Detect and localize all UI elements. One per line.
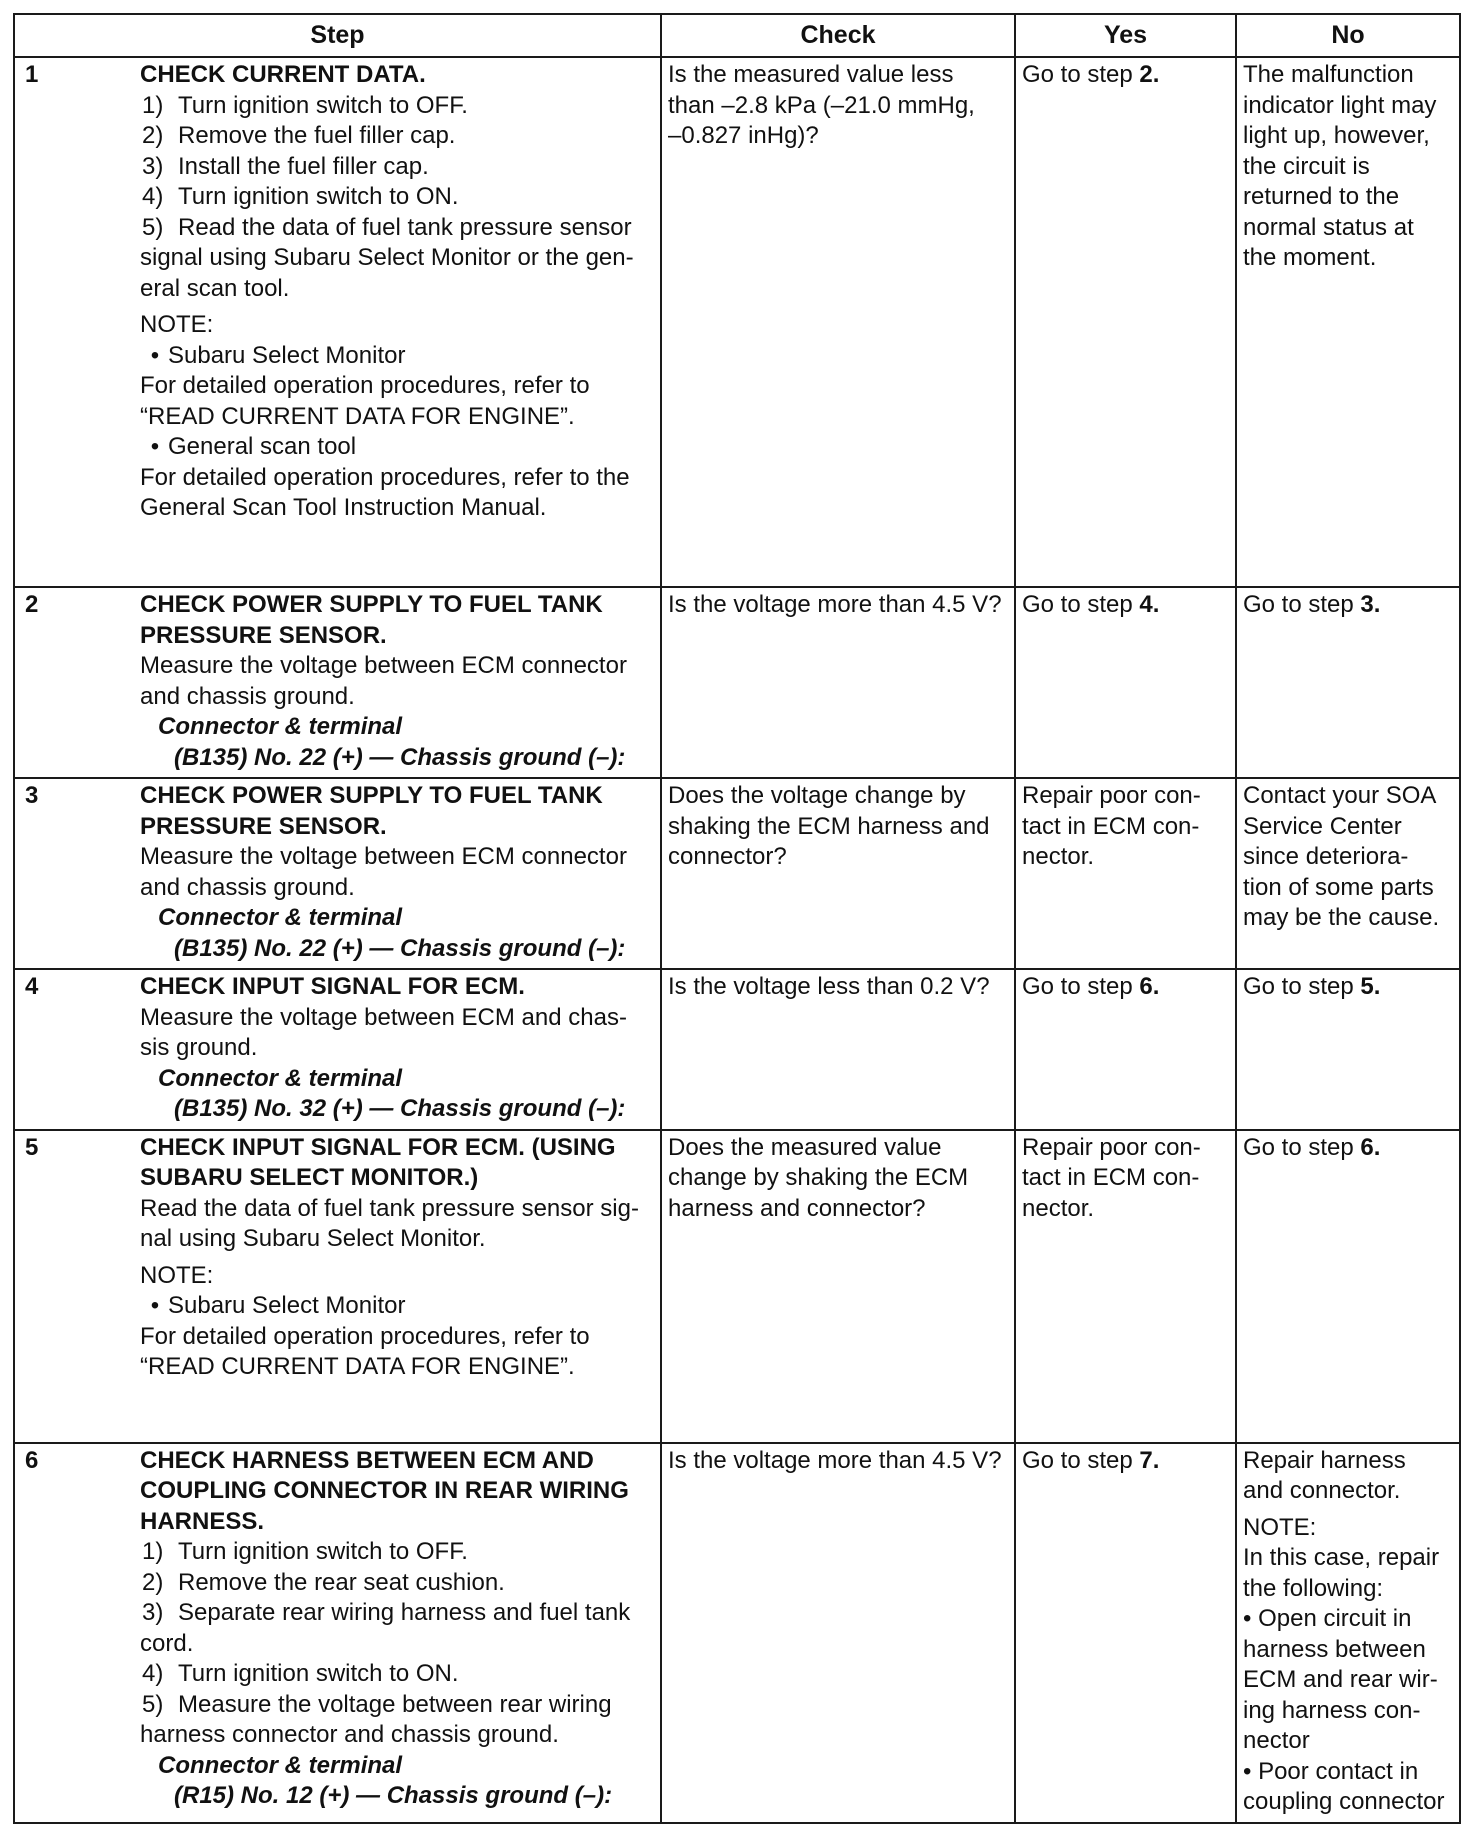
step-text: Measure the voltage between ECM connector <box>140 843 627 870</box>
note-text: For detailed operation procedures, refer to the <box>140 463 630 491</box>
yes-text: nector. <box>1022 1194 1095 1222</box>
yes-text: Repair poor con- <box>1022 782 1201 809</box>
check-text: Does the voltage change by <box>668 782 966 809</box>
bullet-text: coupling connector <box>1243 1788 1445 1815</box>
yes-text: tact in ECM con- <box>1022 812 1200 840</box>
bullet-icon: • <box>150 1292 160 1319</box>
yes-step-ref: 2. <box>1139 61 1160 88</box>
connector-label: Connector & terminal <box>158 1751 403 1779</box>
connector-label: Connector & terminal <box>158 1064 403 1092</box>
bullet-icon: • <box>150 433 160 460</box>
note-heading: NOTE: <box>140 1261 214 1289</box>
step-title: COUPLING CONNECTOR IN REAR WIRING <box>140 1477 629 1504</box>
table-row <box>14 969 1460 1130</box>
no-step-ref: 3. <box>1360 591 1381 618</box>
substep-number: 3) <box>142 1599 164 1626</box>
step-text: Read the data of fuel tank pressure sensor sig- <box>140 1194 639 1222</box>
substep-text: Measure the voltage between rear wiring <box>178 1690 612 1718</box>
yes-text: Go to step <box>1022 1446 1140 1474</box>
check-text: harness and connector? <box>668 1194 926 1222</box>
check-cell <box>661 57 1015 587</box>
step-text: Measure the voltage between ECM and chas- <box>140 1003 627 1031</box>
step-title: SUBARU SELECT MONITOR.) <box>140 1164 479 1191</box>
note-text: “READ CURRENT DATA FOR ENGINE”. <box>140 402 575 430</box>
check-text: shaking the ECM harness and <box>668 812 990 840</box>
yes-text: Go to step <box>1022 591 1140 618</box>
substep-text: Separate rear wiring harness and fuel tank <box>178 1599 631 1626</box>
yes-step-ref: 6. <box>1139 973 1160 1000</box>
substep-continuation: eral scan tool. <box>140 274 290 302</box>
step-text: and chassis ground. <box>140 873 355 901</box>
header-no: No <box>1236 14 1460 57</box>
step-cell <box>14 587 661 778</box>
yes-cell <box>1015 1130 1236 1443</box>
connector-terminal: (B135) No. 22 (+) — Chassis ground (–): <box>174 743 626 771</box>
no-cell <box>1236 587 1460 778</box>
substep-number: 4) <box>142 183 164 210</box>
bullet-text: Subaru Select Monitor <box>168 341 406 369</box>
substep-text: Turn ignition switch to OFF. <box>178 1538 468 1565</box>
header-check: Check <box>661 14 1015 57</box>
substep-text: Remove the rear seat cushion. <box>178 1568 505 1596</box>
note-heading: NOTE: <box>1243 1513 1317 1541</box>
substep-number: 1) <box>142 91 164 119</box>
step-title: CHECK INPUT SIGNAL FOR ECM. (USING <box>140 1133 616 1161</box>
no-text: Go to step <box>1243 591 1361 618</box>
substep-continuation: harness connector and chassis ground. <box>140 1721 559 1748</box>
step-number: 4 <box>25 973 39 1000</box>
bullet-text: harness between <box>1243 1635 1426 1663</box>
header-row <box>14 14 1460 57</box>
connector-label: Connector & terminal <box>158 713 403 740</box>
connector-terminal: (B135) No. 32 (+) — Chassis ground (–): <box>174 1095 626 1122</box>
substep-text: Turn ignition switch to ON. <box>178 1660 459 1687</box>
substep-continuation: signal using Subaru Select Monitor or the gen- <box>140 244 634 271</box>
table-row <box>14 57 1460 587</box>
yes-cell <box>1015 1443 1236 1823</box>
note-text: For detailed operation procedures, refer to <box>140 372 590 399</box>
no-cell <box>1236 778 1460 969</box>
header-yes: Yes <box>1015 14 1236 57</box>
step-number: 1 <box>25 61 39 88</box>
substep-number: 5) <box>142 1690 164 1718</box>
check-text: Is the voltage more than 4.5 V? <box>668 591 1002 618</box>
step-number: 3 <box>25 782 39 809</box>
check-text: Is the voltage more than 4.5 V? <box>668 1446 1002 1474</box>
no-text: since deteriora- <box>1243 843 1409 870</box>
step-title: CHECK INPUT SIGNAL FOR ECM. <box>140 973 525 1000</box>
yes-step-ref: 7. <box>1139 1446 1160 1474</box>
step-cell <box>14 57 661 587</box>
step-text: nal using Subaru Select Monitor. <box>140 1225 486 1252</box>
no-cell <box>1236 57 1460 587</box>
bullet-text: ing harness con- <box>1243 1696 1421 1724</box>
bullet-text: nector <box>1243 1727 1310 1754</box>
table-row <box>14 1130 1460 1443</box>
step-cell <box>14 1443 661 1823</box>
substep-number: 2) <box>142 1568 164 1596</box>
yes-cell <box>1015 778 1236 969</box>
substep-text: Turn ignition switch to ON. <box>178 183 459 210</box>
step-title: CHECK POWER SUPPLY TO FUEL TANK <box>140 591 603 618</box>
no-text: may be the cause. <box>1243 904 1440 931</box>
connector-terminal: (R15) No. 12 (+) — Chassis ground (–): <box>174 1782 613 1809</box>
step-title: PRESSURE SENSOR. <box>140 621 387 649</box>
yes-text: Go to step <box>1022 61 1140 88</box>
check-text: –0.827 inHg)? <box>668 122 819 149</box>
bullet-icon: • <box>1243 1757 1259 1785</box>
bullet-text: Subaru Select Monitor <box>168 1292 406 1319</box>
bullet-text: ECM and rear wir- <box>1243 1666 1438 1693</box>
yes-text: nector. <box>1022 843 1095 870</box>
no-text: and connector. <box>1243 1477 1401 1504</box>
note-text: General Scan Tool Instruction Manual. <box>140 494 547 521</box>
substep-text: Remove the fuel filler cap. <box>178 122 456 149</box>
substep-text: Read the data of fuel tank pressure sensor <box>178 213 632 241</box>
bullet-text: Open circuit in <box>1258 1605 1412 1632</box>
check-cell <box>661 1130 1015 1443</box>
note-heading: NOTE: <box>140 311 214 338</box>
no-text: normal status at <box>1243 213 1414 241</box>
note-text: For detailed operation procedures, refer to <box>140 1322 590 1350</box>
no-text: Repair harness <box>1243 1446 1406 1474</box>
step-number: 2 <box>25 591 39 618</box>
no-text: indicator light may <box>1243 91 1437 119</box>
step-number: 6 <box>25 1446 39 1474</box>
check-cell <box>661 778 1015 969</box>
no-text: Go to step <box>1243 973 1361 1000</box>
check-text: Is the voltage less than 0.2 V? <box>668 973 990 1000</box>
substep-text: Install the fuel filler cap. <box>178 152 429 180</box>
bullet-text: General scan tool <box>168 433 357 460</box>
check-text: Does the measured value <box>668 1133 942 1161</box>
substep-text: Turn ignition switch to OFF. <box>178 91 468 119</box>
check-cell <box>661 587 1015 778</box>
note-text: In this case, repair <box>1243 1544 1440 1571</box>
connector-label: Connector & terminal <box>158 904 403 931</box>
table-row <box>14 778 1460 969</box>
step-title: HARNESS. <box>140 1507 265 1535</box>
step-cell <box>14 1130 661 1443</box>
no-cell <box>1236 1443 1460 1823</box>
substep-continuation: cord. <box>140 1629 194 1657</box>
step-text: sis ground. <box>140 1034 258 1061</box>
step-title: CHECK HARNESS BETWEEN ECM AND <box>140 1446 594 1474</box>
check-text: Is the measured value less <box>668 61 954 88</box>
no-text: the moment. <box>1243 244 1377 271</box>
check-text: connector? <box>668 843 787 870</box>
diagnostic-table <box>13 13 1461 1824</box>
check-cell <box>661 1443 1015 1823</box>
yes-text: tact in ECM con- <box>1022 1164 1200 1191</box>
substep-number: 2) <box>142 122 164 149</box>
note-text: “READ CURRENT DATA FOR ENGINE”. <box>140 1353 575 1380</box>
step-cell <box>14 969 661 1130</box>
substep-number: 3) <box>142 152 164 180</box>
no-text: light up, however, <box>1243 122 1430 149</box>
yes-text: Go to step <box>1022 973 1140 1000</box>
no-text: returned to the <box>1243 183 1400 210</box>
header-step: Step <box>14 14 661 57</box>
check-text: change by shaking the ECM <box>668 1164 969 1191</box>
bullet-icon: • <box>1243 1605 1259 1632</box>
step-title: CHECK POWER SUPPLY TO FUEL TANK <box>140 782 603 809</box>
step-title: PRESSURE SENSOR. <box>140 812 387 840</box>
step-text: Measure the voltage between ECM connector <box>140 652 627 679</box>
bullet-text: Poor contact in <box>1258 1757 1419 1785</box>
step-number: 5 <box>25 1133 39 1161</box>
substep-number: 4) <box>142 1660 164 1687</box>
table-row <box>14 587 1460 778</box>
yes-cell <box>1015 969 1236 1130</box>
no-text: the circuit is <box>1243 152 1370 180</box>
connector-terminal: (B135) No. 22 (+) — Chassis ground (–): <box>174 934 626 962</box>
check-text: than –2.8 kPa (–21.0 mmHg, <box>668 91 975 119</box>
substep-number: 1) <box>142 1538 164 1565</box>
step-title: CHECK CURRENT DATA. <box>140 61 426 88</box>
no-text: Contact your SOA <box>1243 782 1437 809</box>
yes-cell <box>1015 587 1236 778</box>
table-row <box>14 1443 1460 1823</box>
bullet-icon: • <box>150 341 160 369</box>
substep-number: 5) <box>142 213 164 241</box>
no-step-ref: 5. <box>1360 973 1381 1000</box>
no-text: The malfunction <box>1243 61 1414 88</box>
yes-text: Repair poor con- <box>1022 1133 1201 1161</box>
no-text: Go to step <box>1243 1133 1361 1161</box>
check-cell <box>661 969 1015 1130</box>
note-text: the following: <box>1243 1574 1384 1602</box>
no-text: Service Center <box>1243 812 1402 840</box>
no-text: tion of some parts <box>1243 873 1434 901</box>
step-text: and chassis ground. <box>140 682 355 710</box>
no-step-ref: 6. <box>1360 1133 1381 1161</box>
yes-step-ref: 4. <box>1139 591 1160 618</box>
no-cell <box>1236 1130 1460 1443</box>
yes-cell <box>1015 57 1236 587</box>
step-cell <box>14 778 661 969</box>
no-cell <box>1236 969 1460 1130</box>
